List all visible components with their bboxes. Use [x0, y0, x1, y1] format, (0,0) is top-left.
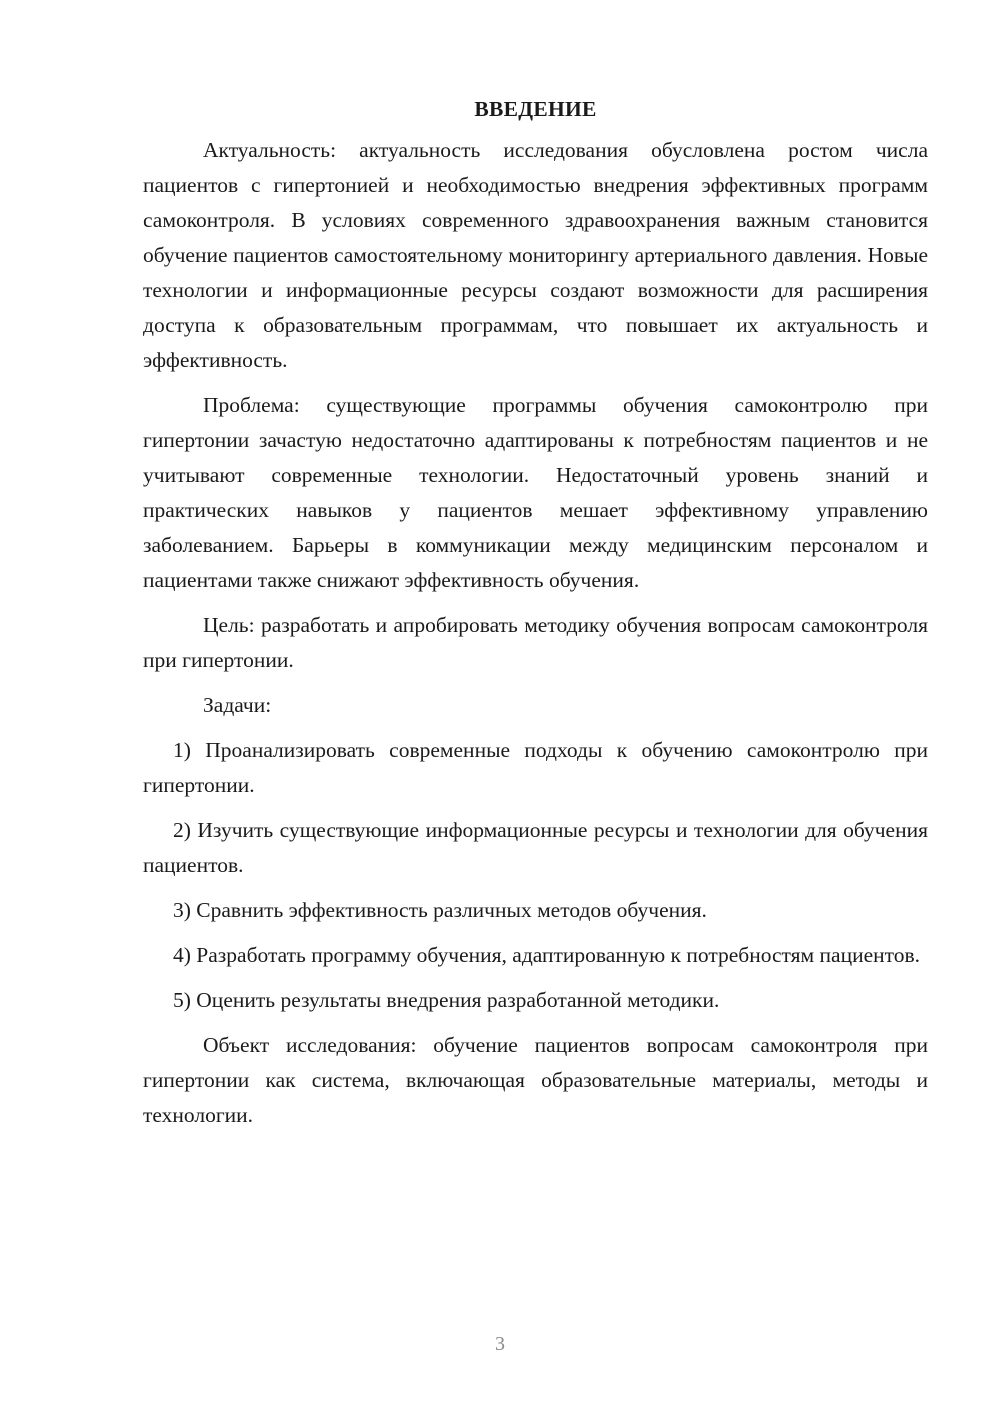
paragraph-relevance: Актуальность: актуальность исследования обусловлена ростом числа пациентов с гипертонией и необходимостью внедрения эффективных программ самоконтроля. В условиях современного здравоохранения важным становится обучение пациентов самостоятельному мониторингу артериального давления. Новые технологии и информационные ресурсы создают возможности для расширения доступа к образовательным программам, что повышает их актуальность и эффективность.: [143, 138, 928, 372]
paragraph-object: Объект исследования: обучение пациентов вопросам самоконтроля при гипертонии как система, включающая образовательные материалы, методы и технологии.: [143, 1033, 928, 1127]
task-item-2: 2) Изучить существующие информационные ресурсы и технологии для обучения пациентов.: [143, 818, 928, 877]
page-title: ВВЕДЕНИЕ: [474, 97, 597, 121]
task-item-1: 1) Проанализировать современные подходы к обучению самоконтролю при гипертонии.: [143, 738, 928, 797]
paragraph-goal: Цель: разработать и апробировать методику обучения вопросам самоконтроля при гипертонии.: [143, 613, 928, 672]
page-number: 3: [495, 1333, 505, 1355]
tasks-label: Задачи:: [203, 693, 272, 717]
page-content: [143, 92, 928, 1143]
paragraph-problem: Проблема: существующие программы обучения самоконтролю при гипертонии зачастую недостаточно адаптированы к потребностям пациентов и не учитывают современные технологии. Недостаточный уровень знаний и практических навыков у пациентов мешает эффективному управлению заболеванием. Барьеры в коммуникации между медицинским персоналом и пациентами также снижают эффективность обучения.: [143, 393, 928, 592]
task-item-5: 5) Оценить результаты внедрения разработанной методики.: [173, 988, 720, 1012]
task-item-3: 3) Сравнить эффективность различных методов обучения.: [173, 898, 707, 922]
task-item-4: 4) Разработать программу обучения, адаптированную к потребностям пациентов.: [173, 943, 921, 967]
